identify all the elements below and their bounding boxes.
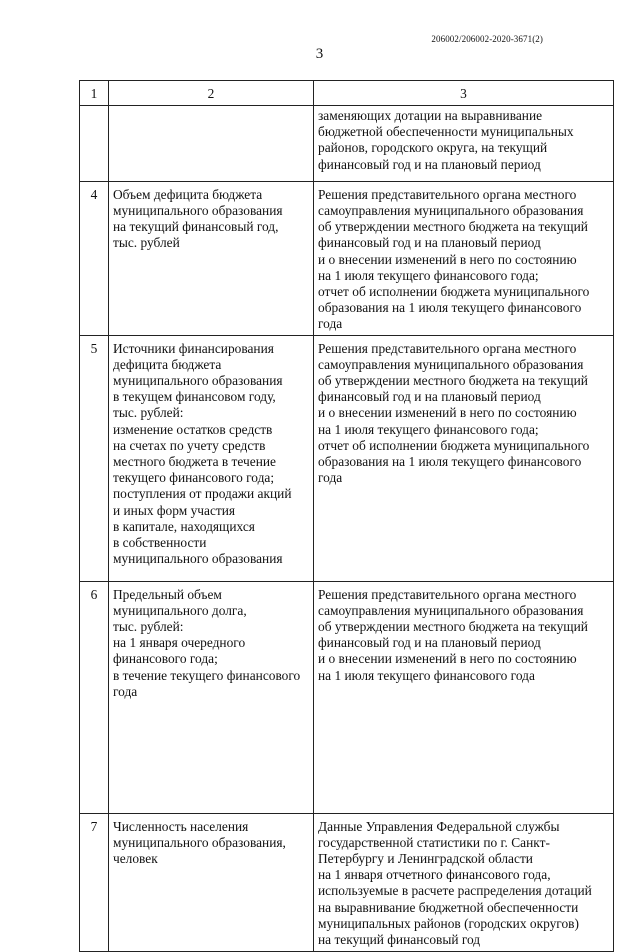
indicator-line: тыс. рублей: — [113, 405, 184, 421]
source-line: самоуправления муниципального образования — [318, 356, 584, 372]
source-line: об утверждении местного бюджета на текущий — [318, 219, 588, 235]
table-row — [80, 581, 614, 813]
indicator-line: человек — [113, 851, 158, 867]
indicator-cell — [109, 813, 314, 951]
indicator-line: на 1 января очередного — [113, 635, 246, 651]
indicator-line: дефицита бюджета — [113, 356, 222, 372]
table-header-row — [80, 81, 614, 106]
page-number: 3 — [315, 46, 324, 62]
source-line: Решения представительного органа местного — [318, 340, 577, 356]
source-line: и о внесении изменений в него по состоянию — [318, 251, 577, 267]
indicator-line: текущего финансового года; — [113, 470, 275, 486]
source-line: используемые в расчете распределения дотаций — [318, 883, 592, 899]
table-row — [80, 813, 614, 951]
indicator-line: в капитале, находящихся — [113, 518, 255, 534]
indicator-line: на текущий финансовый год, — [113, 219, 279, 235]
source-line: на 1 июля текущего финансового года; — [318, 267, 539, 283]
row-number: 7 — [80, 813, 109, 951]
source-line: на 1 июля текущего финансового года — [318, 667, 535, 683]
source-line: финансовый год и на плановый период — [318, 156, 541, 172]
source-line: об утверждении местного бюджета на текущий — [318, 373, 588, 389]
row-number: 4 — [80, 181, 109, 335]
source-line: отчет об исполнении бюджета муниципального — [318, 284, 590, 300]
source-line: образования на 1 июля текущего финансового — [318, 300, 582, 316]
indicator-line: муниципального образования — [113, 203, 283, 219]
source-line: бюджетной обеспеченности муниципальных — [318, 124, 574, 140]
indicator-line: изменение остатков средств — [113, 421, 273, 437]
source-line: районов, городского округа, на текущий — [318, 140, 548, 156]
source-line: Решения представительного органа местного — [318, 586, 577, 602]
source-line: финансовый год и на плановый период — [318, 235, 541, 251]
indicator-cell — [109, 106, 314, 182]
source-line: финансовый год и на плановый период — [318, 389, 541, 405]
column-header: 2 — [109, 81, 314, 106]
source-cell — [314, 181, 614, 335]
source-line: финансовый год и на плановый период — [318, 635, 541, 651]
budget-indicators-table — [79, 80, 614, 952]
source-line: Данные Управления Федеральной службы — [318, 818, 560, 834]
source-line: на текущий финансовый год — [318, 932, 481, 948]
indicator-line: муниципального образования — [113, 551, 283, 567]
source-cell — [314, 581, 614, 813]
source-line: заменяющих дотации на выравнивание — [318, 108, 543, 123]
indicator-line: тыс. рублей: — [113, 619, 184, 635]
row-number: 6 — [80, 581, 109, 813]
source-line: отчет об исполнении бюджета муниципального — [318, 437, 590, 453]
source-line: и о внесении изменений в него по состоянию — [318, 651, 577, 667]
indicator-line: муниципального образования — [113, 373, 283, 389]
indicator-line: Численность населения — [113, 818, 249, 834]
indicator-line: в течение текущего финансового — [113, 667, 301, 683]
indicator-line: Источники финансирования — [113, 340, 274, 356]
source-line: на выравнивание бюджетной обеспеченности — [318, 899, 579, 915]
source-line: государственной статистики по г. Санкт- — [318, 834, 550, 850]
source-line: года — [318, 316, 343, 332]
source-cell — [314, 813, 614, 951]
source-cell — [314, 335, 614, 581]
indicator-cell — [109, 581, 314, 813]
indicator-line: на счетах по учету средств — [113, 437, 266, 453]
indicator-line: в текущем финансовом году, — [113, 389, 276, 405]
indicator-line: Объем дефицита бюджета — [113, 186, 263, 202]
indicator-line: поступления от продажи акций — [113, 486, 292, 502]
source-line: муниципальных районов (городских округов) — [318, 915, 579, 931]
source-cell — [314, 106, 614, 182]
column-header: 3 — [314, 81, 614, 106]
indicator-line: финансового года; — [113, 651, 218, 667]
source-line: Петербургу и Ленинградской области — [318, 851, 533, 867]
source-line: на 1 июля текущего финансового года; — [318, 421, 539, 437]
indicator-cell — [109, 181, 314, 335]
indicator-line: и иных форм участия — [113, 502, 236, 518]
indicator-line: года — [113, 683, 138, 699]
row-number — [80, 106, 109, 182]
source-line: образования на 1 июля текущего финансового — [318, 454, 582, 470]
source-line: года — [318, 470, 343, 486]
indicator-line: в собственности — [113, 535, 207, 551]
source-line: самоуправления муниципального образования — [318, 602, 584, 618]
row-number: 5 — [80, 335, 109, 581]
indicator-line: Предельный объем — [113, 586, 222, 602]
indicator-line: муниципального образования, — [113, 834, 286, 850]
source-line: об утверждении местного бюджета на текущий — [318, 619, 588, 635]
table-row — [80, 335, 614, 581]
document-number: 206002/206002-2020-3671(2) — [431, 34, 543, 44]
indicator-line: местного бюджета в течение — [113, 454, 276, 470]
source-line: на 1 января отчетного финансового года, — [318, 867, 551, 883]
table-row — [80, 181, 614, 335]
source-line: и о внесении изменений в него по состоянию — [318, 405, 577, 421]
source-line: самоуправления муниципального образования — [318, 203, 584, 219]
indicator-line: тыс. рублей — [113, 235, 180, 251]
indicator-line: муниципального долга, — [113, 602, 247, 618]
indicator-cell — [109, 335, 314, 581]
source-line: Решения представительного органа местного — [318, 186, 577, 202]
column-header: 1 — [80, 81, 109, 106]
table-row — [80, 106, 614, 182]
